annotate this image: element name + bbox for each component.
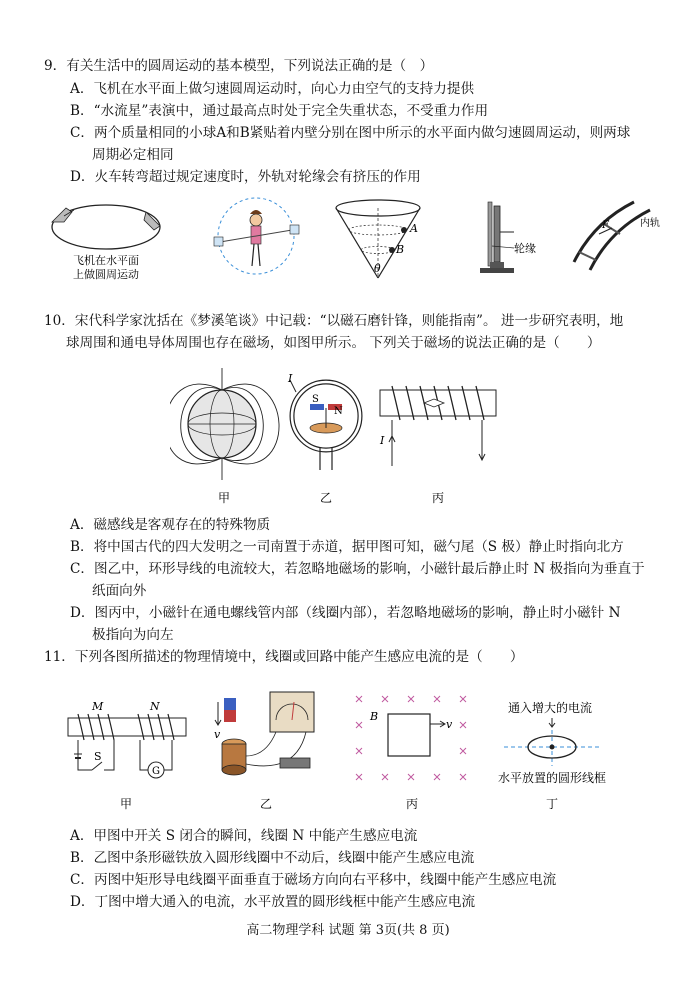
switch-label-s: S xyxy=(94,750,102,763)
track-label-f: F xyxy=(602,220,609,231)
q10-label-jia: 甲 xyxy=(217,491,231,505)
q10-option-d-cont: 极指向为向左 xyxy=(92,627,174,643)
wheel-label-rim: 轮缘 xyxy=(514,242,536,255)
ring-label-i: I xyxy=(288,372,293,385)
q9-option-c: C．两个质量相同的小球A和B紧贴着内壁分别在图中所示的水平面内做匀速圆周运动，则两球 xyxy=(70,125,631,141)
two-coils-figure xyxy=(68,700,186,778)
q10-stem-cont: 球周围和通电导体周围也存在磁场，如图甲所示。 下列关于磁场的说法正确的是（ ） xyxy=(66,335,601,351)
q9-figures xyxy=(44,192,664,284)
q11-label-yi: 乙 xyxy=(259,797,273,811)
q10-stem: 10．宋代科学家沈括在《梦溪笔谈》中记载：“以磁石磨针锋，则能指南”。 进一步研究表明，地 xyxy=(44,313,624,329)
cone-label-b: B xyxy=(396,243,405,256)
q10-option-c: C．图乙中，环形导线的电流较大，若忽略地磁场的影响，小磁针最后静止时 N 极指向为垂直于 xyxy=(70,561,645,577)
q9-stem: 9．有关生活中的圆周运动的基本模型，下列说法正确的是（ ） xyxy=(44,58,434,74)
solenoid-label-i: I xyxy=(380,434,385,447)
page-footer: 高二物理学科 试题 第 3页(共 8 页) xyxy=(246,923,450,938)
q10-option-a: A．磁感线是客观存在的特殊物质 xyxy=(70,517,271,533)
wire-frame-figure xyxy=(498,700,606,785)
q10-option-c-cont: 纸面向外 xyxy=(92,583,147,599)
q11-option-b: B．乙图中条形磁铁放入圆形线圈中不动后，线圈中能产生感应电流 xyxy=(70,850,475,866)
q11-option-d: D．丁图中增大通入的电流，水平放置的圆形线框中能产生感应电流 xyxy=(70,894,476,910)
ring-label-n: N xyxy=(334,406,343,417)
curved-track-figure xyxy=(574,202,660,270)
cone-figure xyxy=(336,200,420,278)
q10-option-b: B．将中国古代的四大发明之一司南置于赤道，据甲图可知，磁勺尾（S 极）静止时指向北方 xyxy=(70,539,624,555)
q9-option-d: D．火车转弯超过规定速度时，外轨对轮缘会有挤压的作用 xyxy=(70,169,421,185)
q10-label-bing: 丙 xyxy=(431,491,445,505)
plane-caption-2: 上做圆周运动 xyxy=(73,268,139,281)
q11-label-ding: 丁 xyxy=(545,797,559,811)
q11-label-jia: 甲 xyxy=(119,797,133,811)
track-label-inner: 内轨 xyxy=(640,218,660,229)
q10-label-yi: 乙 xyxy=(319,491,333,505)
ring-compass-figure xyxy=(287,372,360,470)
q10-figures xyxy=(170,360,530,508)
q11-figures xyxy=(64,690,644,812)
loop-label-v: v xyxy=(446,718,453,731)
q9-option-c-cont: 周期必定相同 xyxy=(92,147,174,163)
magnet-coil-figure xyxy=(214,692,314,775)
wheel-rail-figure xyxy=(480,202,536,273)
field-label-b: B xyxy=(370,710,379,723)
galvanometer-label-g: G xyxy=(152,766,160,777)
cone-label-a: A xyxy=(410,222,418,235)
coil-label-n: N xyxy=(150,700,160,713)
magnet-label-v: v xyxy=(214,728,221,741)
earth-field-figure xyxy=(170,368,279,480)
q11-stem: 11．下列各图所描述的物理情境中，线圈或回路中能产生感应电流的是（ ） xyxy=(44,649,524,665)
ding-bottom-label: 水平放置的圆形线框 xyxy=(497,771,607,785)
q9-option-a: A．飞机在水平面上做匀速圆周运动时，向心力由空气的支持力提供 xyxy=(70,81,475,97)
plane-figure xyxy=(52,205,160,281)
loop-in-field-figure xyxy=(356,696,466,780)
ding-top-label: 通入增大的电流 xyxy=(507,701,593,715)
ring-label-s: S xyxy=(312,394,319,405)
q11-option-c: C．丙图中矩形导电线圈平面垂直于磁场方向向右平移中，线圈中能产生感应电流 xyxy=(70,872,557,888)
q9-option-b: B．“水流星”表演中，通过最高点时处于完全失重状态，不受重力作用 xyxy=(70,103,489,119)
solenoid-figure xyxy=(379,386,496,466)
water-meteor-figure xyxy=(214,198,299,274)
cone-label-theta: θ xyxy=(374,262,381,275)
plane-caption-1: 飞机在水平面 xyxy=(73,254,139,267)
q10-option-d: D．图丙中，小磁针在通电螺线管内部（线圈内部），若忽略地磁场的影响，静止时小磁针 N xyxy=(70,605,621,621)
q11-option-a: A．甲图中开关 S 闭合的瞬间，线圈 N 中能产生感应电流 xyxy=(70,828,418,844)
coil-label-m: M xyxy=(92,700,104,713)
q11-label-bing: 丙 xyxy=(405,797,419,811)
